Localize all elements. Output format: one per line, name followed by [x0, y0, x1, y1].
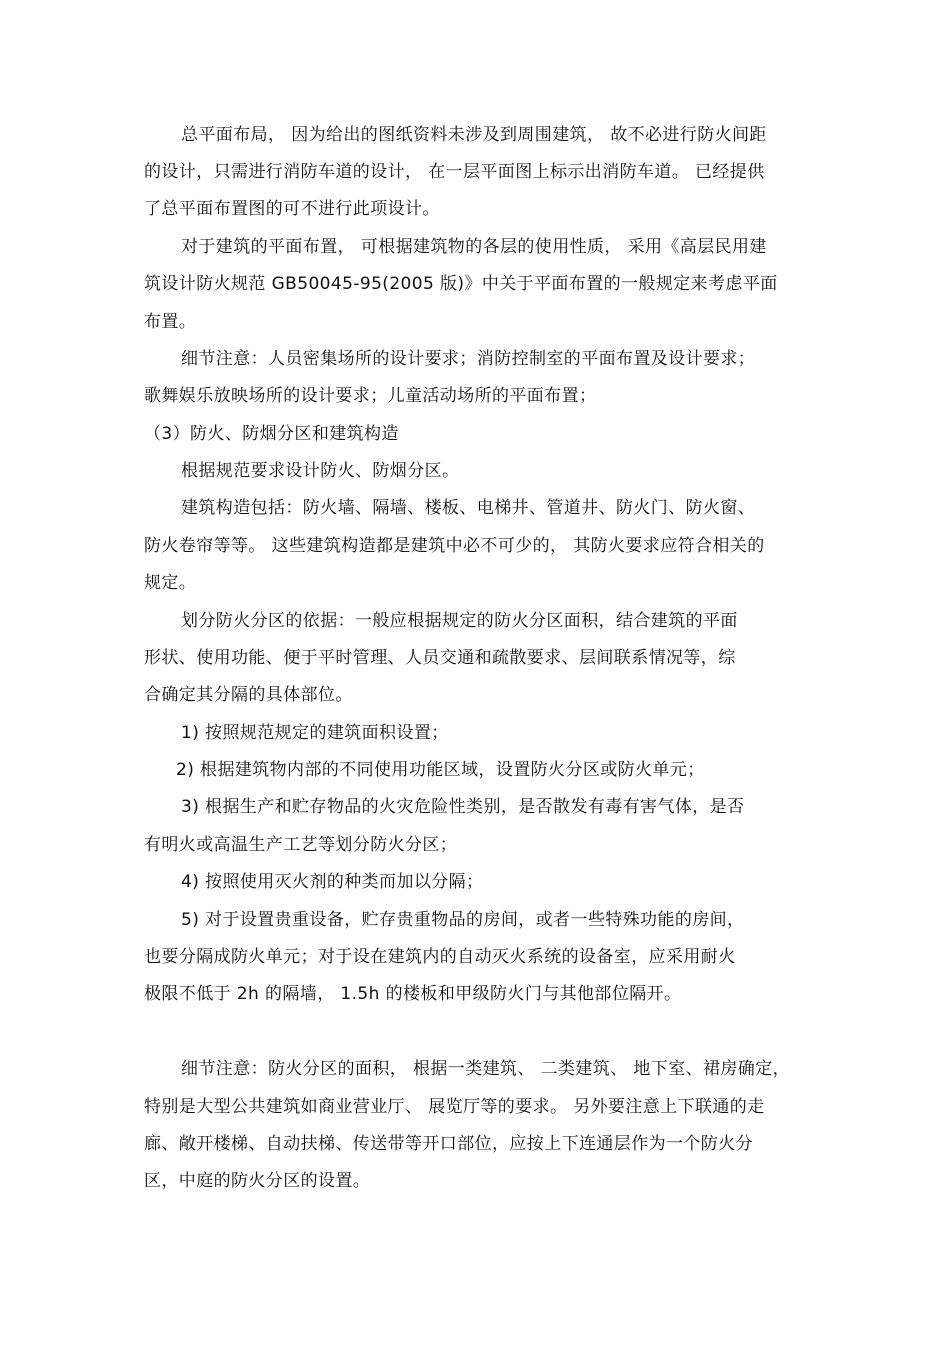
- text-line: 对于建筑的平面布置， 可根据建筑物的各层的使用性质， 采用《高层民用建: [181, 237, 767, 257]
- list-item: 1) 按照规范规定的建筑面积设置；: [181, 723, 449, 743]
- text-line: 也要分隔成防火单元；对于设在建筑内的自动灭火系统的设备室，应采用耐火: [144, 947, 736, 967]
- text-line: 总平面布局， 因为给出的图纸资料未涉及到周围建筑， 故不必进行防火间距: [181, 125, 767, 145]
- text-line: 形状、使用功能、便于平时管理、人员交通和疏散要求、层间联系情况等，综: [144, 648, 736, 668]
- list-item: 4) 按照使用灭火剂的种类而加以分隔；: [181, 872, 484, 892]
- text-line: 极限不低于 2h 的隔墙， 1.5h 的楼板和甲级防火门与其他部位隔开。: [144, 984, 682, 1004]
- text-line: 筑设计防火规范 GB50045-95(2005 版)》中关于平面布置的一般规定来考虑平面: [144, 274, 778, 294]
- text-line: 细节注意：人员密集场所的设计要求；消防控制室的平面布置及设计要求；: [181, 349, 756, 369]
- text-line: 了总平面布置图的可不进行此项设计。: [144, 199, 440, 219]
- list-item: 2) 根据建筑物内部的不同使用功能区域，设置防火分区或防火单元；: [176, 760, 705, 780]
- list-item: 5) 对于设置贵重设备，贮存贵重物品的房间，或者一些特殊功能的房间，: [181, 910, 745, 930]
- text-line: 特别是大型公共建筑如商业营业厅、 展览厅等的要求。 另外要注意上下联通的走: [144, 1097, 765, 1117]
- text-line: 廊、敞开楼梯、自动扶梯、传送带等开口部位，应按上下连通层作为一个防火分: [144, 1134, 753, 1154]
- section-heading: （3）防火、防烟分区和建筑构造: [144, 424, 399, 444]
- text-line: 根据规范要求设计防火、防烟分区。: [181, 461, 460, 481]
- text-line: 有明火或高温生产工艺等划分防火分区；: [144, 835, 458, 855]
- text-line: 划分防火分区的依据：一般应根据规定的防火分区面积，结合建筑的平面: [181, 611, 738, 631]
- text-line: 细节注意：防火分区的面积， 根据一类建筑、 二类建筑、 地下室、裙房确定，: [181, 1059, 791, 1079]
- text-line: 防火卷帘等等。 这些建筑构造都是建筑中必不可少的， 其防火要求应符合相关的: [144, 536, 765, 556]
- text-line: 合确定其分隔的具体部位。: [144, 685, 353, 705]
- text-line: 区，中庭的防火分区的设置。: [144, 1171, 371, 1191]
- text-line: 的设计，只需进行消防车道的设计， 在一层平面图上标示出消防车道。 已经提供: [144, 162, 765, 182]
- text-line: 规定。: [144, 573, 197, 593]
- list-item: 3) 根据生产和贮存物品的火灾危险性类别，是否散发有毒有害气体，是否: [181, 797, 745, 817]
- text-line: 布置。: [144, 312, 197, 332]
- text-line: 歌舞娱乐放映场所的设计要求；儿童活动场所的平面布置；: [144, 386, 597, 406]
- text-line: 建筑构造包括：防火墙、隔墙、楼板、电梯井、管道井、防火门、防火窗、: [181, 498, 756, 518]
